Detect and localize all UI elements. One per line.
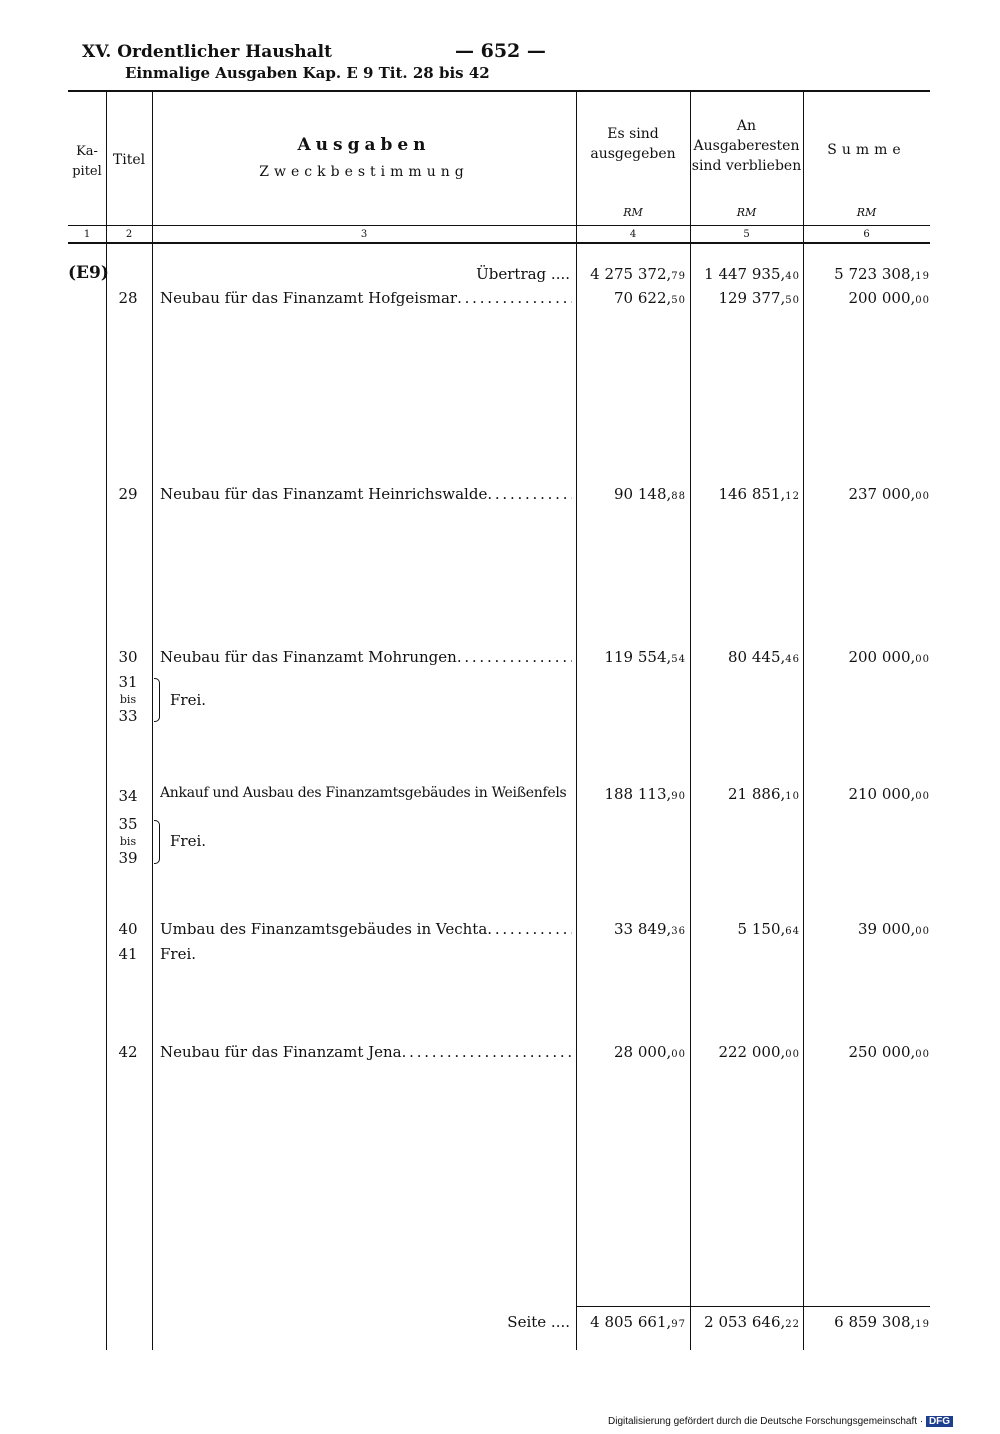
seite-summe: 6 859 308,19 <box>834 1313 930 1331</box>
row-ausgegeben: 28 000,00 <box>614 1043 686 1061</box>
row-description: Ankauf und Ausbau des Finanzamtsgebäudes in Weißenfels <box>160 785 567 801</box>
currency-label-5: RM <box>736 206 757 219</box>
uebertrag-summe: 5 723 308,19 <box>834 265 930 283</box>
row-titel: 28 <box>118 289 138 307</box>
row-description: Neubau für das Finanzamt Jena . . . <box>160 1043 572 1061</box>
row-ausgegeben: 33 849,36 <box>614 920 686 938</box>
seite-label: Seite .... <box>507 1313 570 1331</box>
frei-range-to: 33 <box>118 707 138 725</box>
frei-brace <box>154 678 160 722</box>
col-number-6: 6 <box>863 229 870 240</box>
seite-ausgegeben: 4 805 661,97 <box>590 1313 686 1331</box>
frei-text: Frei. <box>170 691 207 709</box>
row-ausgegeben: 119 554,54 <box>604 648 686 666</box>
subtitle: Einmalige Ausgaben Kap. E 9 Tit. 28 bis 42 <box>125 64 490 82</box>
kapitel-label: (E9) <box>68 263 109 283</box>
row-reste: 146 851,12 <box>718 485 800 503</box>
frei-text: Frei. <box>160 945 197 963</box>
header-underline-b <box>68 242 930 244</box>
col-divider-2 <box>152 90 153 1350</box>
row-summe: 210 000,00 <box>848 785 930 803</box>
row-titel: 29 <box>118 485 138 503</box>
col-titel-header: Titel <box>112 152 146 168</box>
frei-text: Frei. <box>170 832 207 850</box>
seite-reste: 2 053 646,22 <box>704 1313 800 1331</box>
row-summe: 200 000,00 <box>848 289 930 307</box>
row-titel: 34 <box>118 787 138 805</box>
row-summe: 200 000,00 <box>848 648 930 666</box>
col-number-3: 3 <box>360 229 368 240</box>
row-titel: 30 <box>118 648 138 666</box>
currency-label-6: RM <box>856 206 877 219</box>
col-reste-header: An Ausgaberesten sind verblieben <box>691 118 802 174</box>
row-summe: 39 000,00 <box>858 920 930 938</box>
uebertrag-ausgegeben: 4 275 372,79 <box>590 265 686 283</box>
row-description: Neubau für das Finanzamt Hofgeismar . . . <box>160 289 572 307</box>
uebertrag-reste: 1 447 935,40 <box>704 265 800 283</box>
total-rule <box>576 1306 930 1307</box>
row-description: Umbau des Finanzamtsgebäudes in Vechta . . . <box>160 920 572 938</box>
row-reste: 21 886,10 <box>728 785 800 803</box>
table-top-rule <box>68 90 930 92</box>
row-summe: 250 000,00 <box>848 1043 930 1061</box>
header-underline-a <box>68 225 930 226</box>
row-titel: 42 <box>118 1043 138 1061</box>
section-heading: XV. Ordentlicher Haushalt <box>82 42 332 62</box>
row-ausgegeben: 90 148,88 <box>614 485 686 503</box>
col-number-5: 5 <box>743 229 750 240</box>
uebertrag-label: Übertrag .... <box>476 265 570 283</box>
currency-label-4: RM <box>623 206 643 219</box>
dfg-logo: DFG <box>926 1416 953 1427</box>
row-summe: 237 000,00 <box>848 485 930 503</box>
row-ausgegeben: 70 622,50 <box>614 289 686 307</box>
frei-range-bis: bis <box>119 693 137 706</box>
row-description: Neubau für das Finanzamt Heinrichswalde . . . <box>160 485 572 503</box>
frei-range-bis: bis <box>119 835 137 848</box>
row-reste: 5 150,64 <box>737 920 800 938</box>
col-zweck-header: Zweckbestimmung <box>259 164 469 180</box>
frei-range-to: 39 <box>118 849 138 867</box>
col-summe-header: Summe <box>827 142 906 158</box>
footer-credit: Digitalisierung gefördert durch die Deutsche Forschungsgemeinschaft · DFG <box>608 1416 953 1427</box>
row-reste: 80 445,46 <box>728 648 800 666</box>
frei-range-from: 35 <box>118 815 138 833</box>
row-reste: 222 000,00 <box>718 1043 800 1061</box>
col-ausgegeben-header: Es sind ausgegeben <box>590 126 676 162</box>
col-ausgaben-header: Ausgaben <box>297 135 431 155</box>
frei-brace <box>154 820 160 864</box>
col-kapitel-header: Ka- pitel <box>72 144 102 179</box>
col-number-4: 4 <box>629 229 637 240</box>
frei-titel: 41 <box>118 945 138 963</box>
col-number-1: 1 <box>83 229 91 240</box>
row-description: Neubau für das Finanzamt Mohrungen . . . <box>160 648 572 666</box>
row-titel: 40 <box>118 920 138 938</box>
row-ausgegeben: 188 113,90 <box>604 785 686 803</box>
page-number: — 652 — <box>455 40 546 62</box>
frei-range-from: 31 <box>118 673 138 691</box>
row-reste: 129 377,50 <box>718 289 800 307</box>
col-number-2: 2 <box>125 229 133 240</box>
